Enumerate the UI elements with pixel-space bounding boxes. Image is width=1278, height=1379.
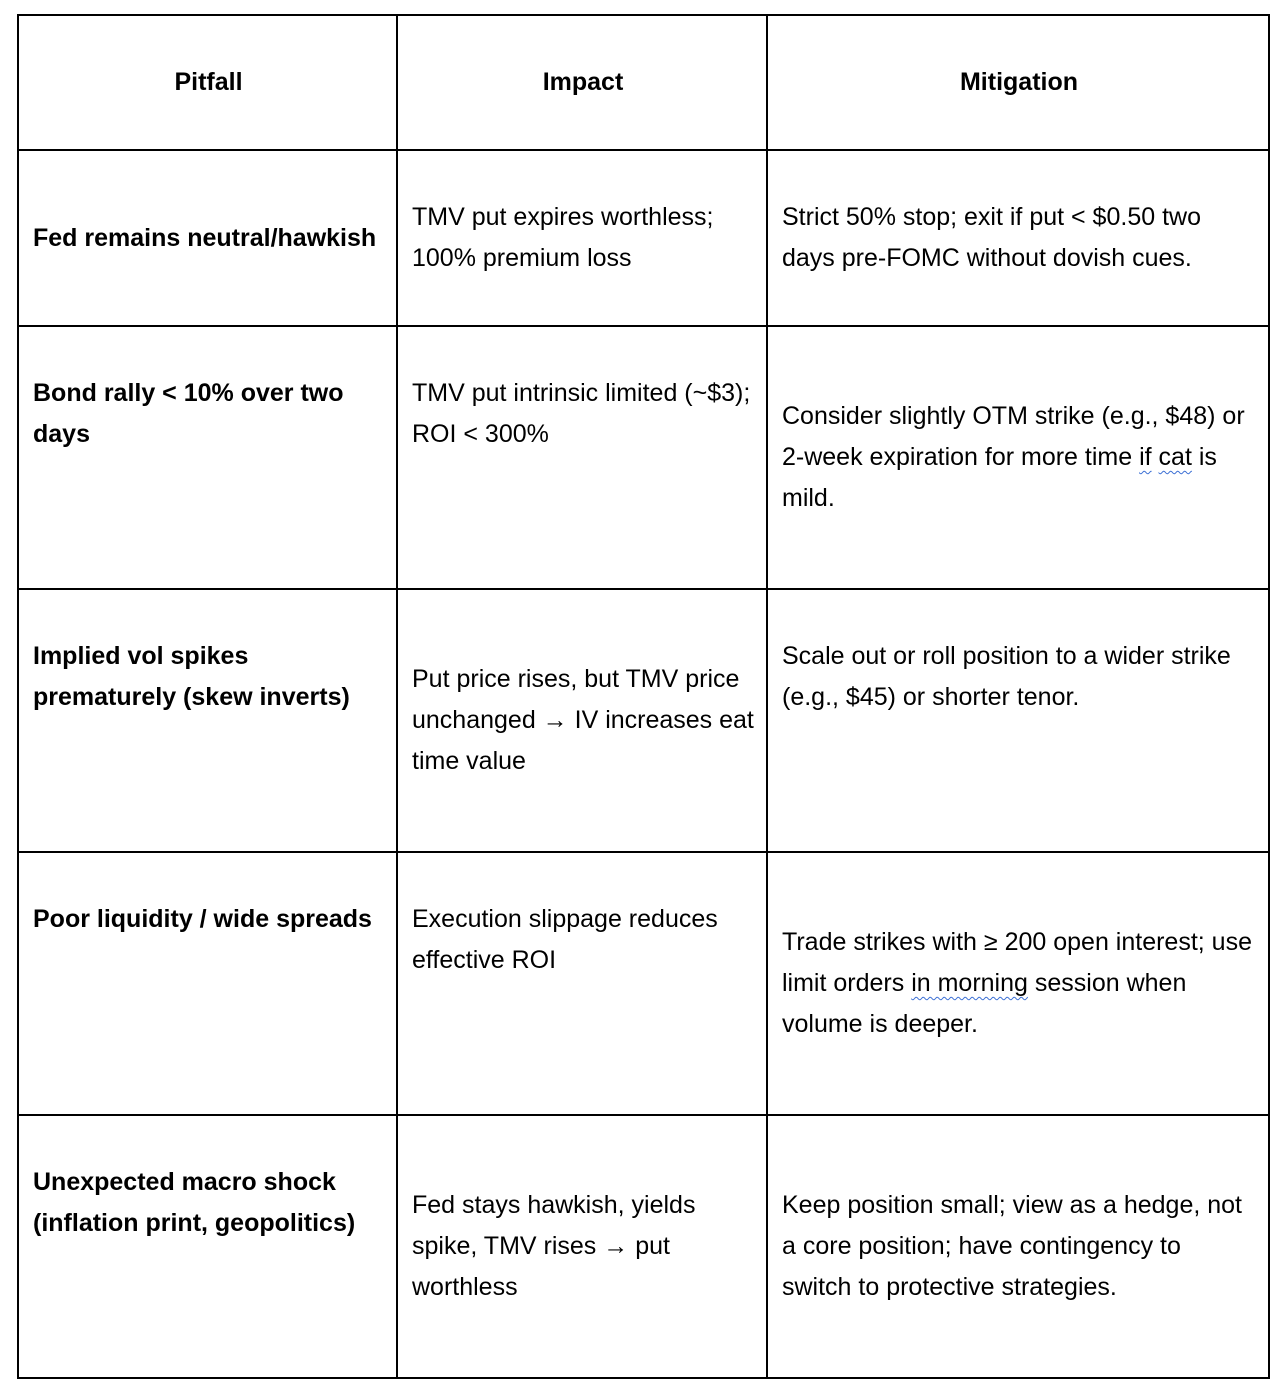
table-row xyxy=(18,852,1269,1115)
header-row xyxy=(18,15,1269,150)
mitigation-text: Consider slightly OTM strike (e.g., $48) or 2-week expiration for more time xyxy=(782,402,1245,471)
mitigation-cell xyxy=(767,852,1269,1115)
table-row xyxy=(18,1115,1269,1378)
table-row xyxy=(18,589,1269,852)
pitfalls-table-container xyxy=(17,14,1268,1379)
mitigation-text: session when volume is deeper. xyxy=(782,969,1187,1038)
spellcheck-flagged-phrase[interactable]: in morning xyxy=(911,969,1028,997)
mitigation-cell xyxy=(767,326,1269,589)
table-row xyxy=(18,150,1269,326)
impact-cell: TMV put intrinsic limited (~$3); ROI < 300% xyxy=(397,326,767,589)
pitfall-cell: Implied vol spikes prematurely (skew inverts) xyxy=(18,589,397,852)
spellcheck-flagged-word[interactable]: cat xyxy=(1158,443,1192,471)
mitigation-text: is mild. xyxy=(782,443,1217,512)
pitfalls-table xyxy=(17,14,1270,1379)
pitfall-cell: Poor liquidity / wide spreads xyxy=(18,852,397,1115)
header-pitfall: Pitfall xyxy=(18,15,397,150)
table-row xyxy=(18,326,1269,589)
pitfall-cell: Fed remains neutral/hawkish xyxy=(18,150,397,326)
pitfall-cell: Unexpected macro shock (inflation print, geopolitics) xyxy=(18,1115,397,1378)
mitigation-cell: Scale out or roll position to a wider strike (e.g., $45) or shorter tenor. xyxy=(767,589,1269,852)
pitfall-cell: Bond rally < 10% over two days xyxy=(18,326,397,589)
impact-cell: Put price rises, but TMV price unchanged → IV increases eat time value xyxy=(397,589,767,852)
impact-cell: Fed stays hawkish, yields spike, TMV rises → put worthless xyxy=(397,1115,767,1378)
mitigation-cell: Keep position small; view as a hedge, not a core position; have contingency to switch to protective strategies. xyxy=(767,1115,1269,1378)
spellcheck-flagged-word[interactable]: if xyxy=(1139,443,1152,471)
impact-cell: Execution slippage reduces effective ROI xyxy=(397,852,767,1115)
header-impact: Impact xyxy=(397,15,767,150)
mitigation-text: Trade strikes with ≥ 200 open interest; use limit orders xyxy=(782,928,1252,997)
impact-cell: TMV put expires worthless; 100% premium loss xyxy=(397,150,767,326)
header-mitigation: Mitigation xyxy=(767,15,1269,150)
mitigation-text-space xyxy=(1152,443,1159,471)
mitigation-cell: Strict 50% stop; exit if put < $0.50 two days pre-FOMC without dovish cues. xyxy=(767,150,1269,326)
